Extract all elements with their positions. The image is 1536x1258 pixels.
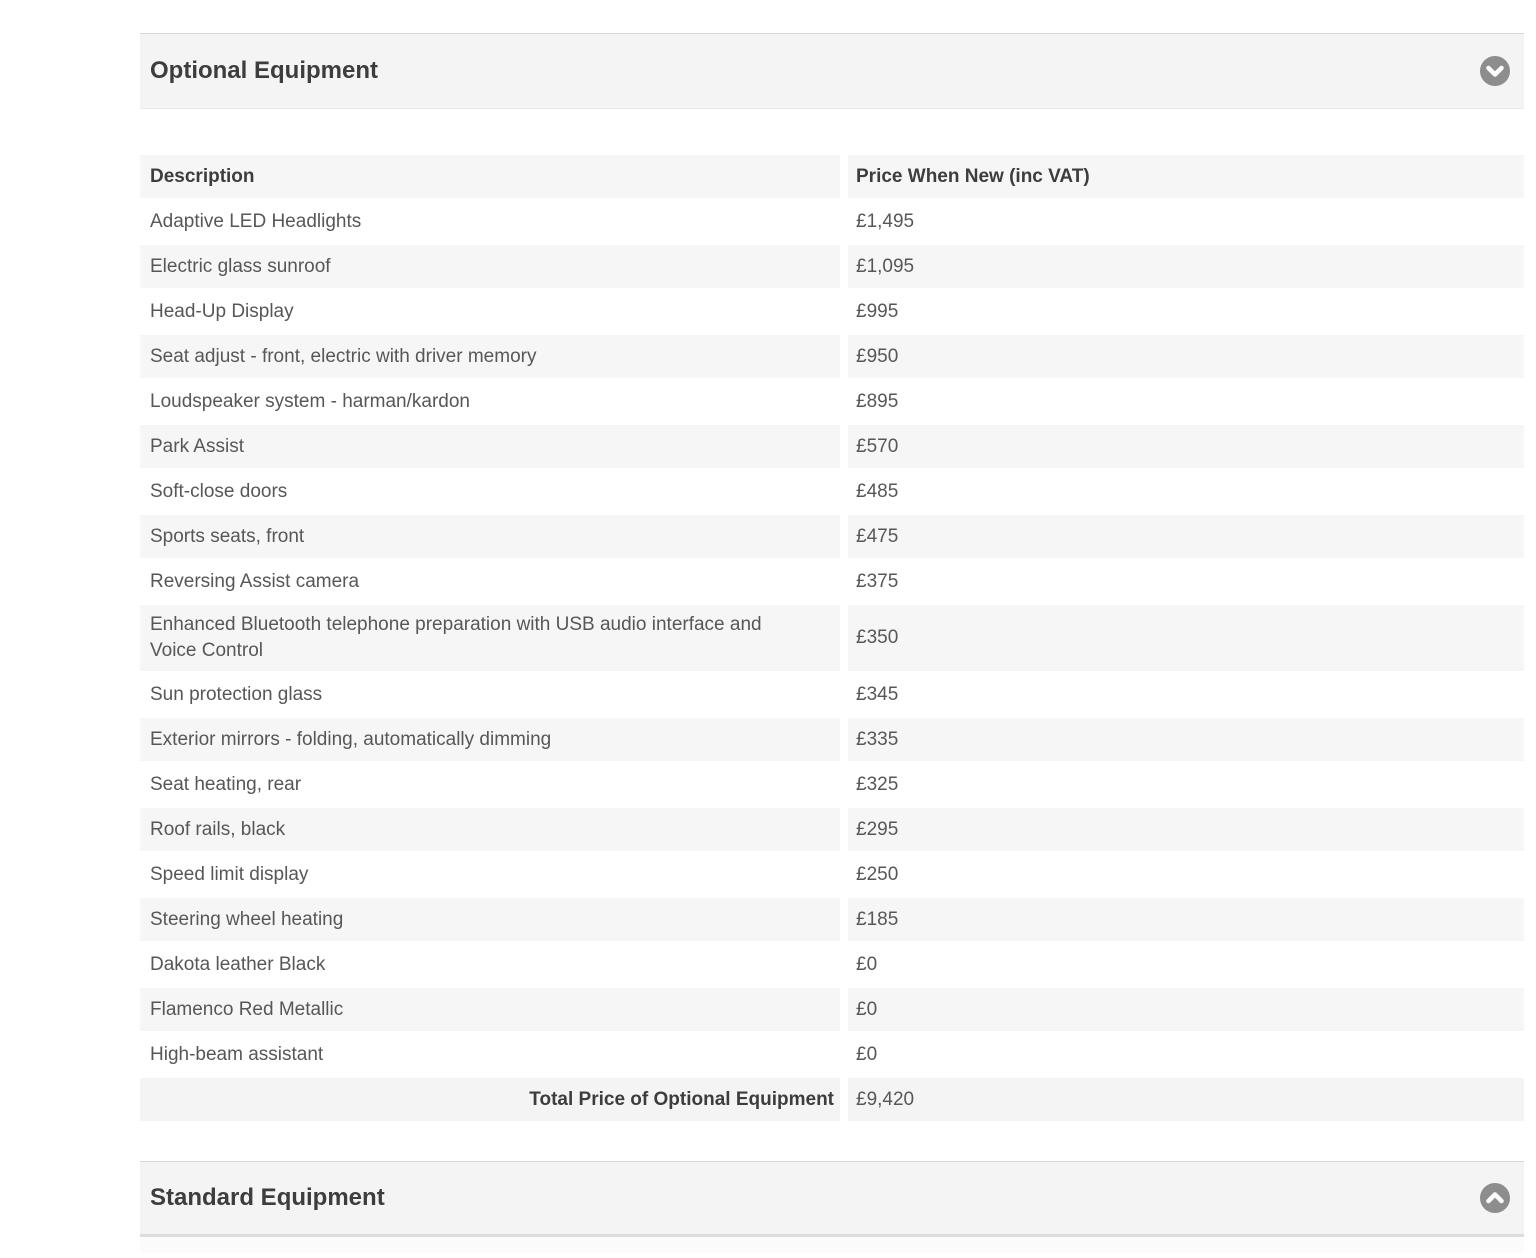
table-row <box>140 605 1524 671</box>
table-row <box>140 1033 1524 1076</box>
row-price: £250 <box>840 853 1524 896</box>
table-row <box>140 718 1524 761</box>
table-header-row <box>140 155 1524 198</box>
row-price: £345 <box>840 673 1524 716</box>
table-row <box>140 763 1524 806</box>
row-description: Seat heating, rear <box>140 763 840 806</box>
row-price: £1,495 <box>840 200 1524 243</box>
table-row <box>140 200 1524 243</box>
row-description: Exterior mirrors - folding, automatically dimming <box>140 718 840 761</box>
row-price: £295 <box>840 808 1524 851</box>
row-price: £0 <box>840 943 1524 986</box>
row-description: Electric glass sunroof <box>140 245 840 288</box>
total-row <box>140 1078 1524 1121</box>
column-header-description: Description <box>140 155 840 198</box>
chevron-down-icon[interactable] <box>1480 56 1510 86</box>
row-price: £475 <box>840 515 1524 558</box>
total-value: £9,420 <box>840 1078 1524 1121</box>
chevron-up-icon[interactable] <box>1480 1183 1510 1213</box>
row-description: Soft-close doors <box>140 470 840 513</box>
optional-equipment-section <box>140 33 1524 1121</box>
row-description: Roof rails, black <box>140 808 840 851</box>
optional-equipment-header[interactable] <box>140 33 1524 109</box>
optional-equipment-table <box>140 155 1524 1121</box>
table-row <box>140 245 1524 288</box>
row-price: £335 <box>840 718 1524 761</box>
row-price: £350 <box>840 605 1524 671</box>
row-price: £950 <box>840 335 1524 378</box>
table-row <box>140 380 1524 423</box>
row-description: Flamenco Red Metallic <box>140 988 840 1031</box>
row-price: £0 <box>840 988 1524 1031</box>
row-description: Enhanced Bluetooth telephone preparation with USB audio interface and Voice Control <box>140 605 840 671</box>
table-row <box>140 470 1524 513</box>
column-header-price: Price When New (inc VAT) <box>840 155 1524 198</box>
row-price: £895 <box>840 380 1524 423</box>
standard-equipment-header[interactable] <box>140 1161 1524 1237</box>
row-price: £0 <box>840 1033 1524 1076</box>
row-price: £570 <box>840 425 1524 468</box>
table-row <box>140 808 1524 851</box>
table-row <box>140 988 1524 1031</box>
row-description: Sports seats, front <box>140 515 840 558</box>
table-row <box>140 290 1524 333</box>
collapsed-section-edge <box>140 1237 1524 1253</box>
total-label: Total Price of Optional Equipment <box>140 1078 840 1121</box>
table-row <box>140 560 1524 603</box>
table-row <box>140 335 1524 378</box>
row-price: £1,095 <box>840 245 1524 288</box>
table-row <box>140 943 1524 986</box>
row-description: Dakota leather Black <box>140 943 840 986</box>
row-price: £325 <box>840 763 1524 806</box>
row-description: Speed limit display <box>140 853 840 896</box>
vehicle-equipment-content <box>140 33 1524 1253</box>
row-price: £185 <box>840 898 1524 941</box>
table-row <box>140 853 1524 896</box>
row-price: £485 <box>840 470 1524 513</box>
table-row <box>140 425 1524 468</box>
row-description: Steering wheel heating <box>140 898 840 941</box>
row-description: Head-Up Display <box>140 290 840 333</box>
standard-equipment-section <box>140 1161 1524 1253</box>
row-price: £995 <box>840 290 1524 333</box>
section-title: Standard Equipment <box>150 1184 385 1211</box>
row-description: Reversing Assist camera <box>140 560 840 603</box>
row-description: Park Assist <box>140 425 840 468</box>
row-description: High-beam assistant <box>140 1033 840 1076</box>
table-row <box>140 515 1524 558</box>
section-title: Optional Equipment <box>150 57 378 84</box>
table-row <box>140 673 1524 716</box>
row-description: Adaptive LED Headlights <box>140 200 840 243</box>
row-description: Sun protection glass <box>140 673 840 716</box>
table-body <box>140 200 1524 1076</box>
row-description: Seat adjust - front, electric with driver memory <box>140 335 840 378</box>
row-description: Loudspeaker system - harman/kardon <box>140 380 840 423</box>
table-row <box>140 898 1524 941</box>
row-price: £375 <box>840 560 1524 603</box>
